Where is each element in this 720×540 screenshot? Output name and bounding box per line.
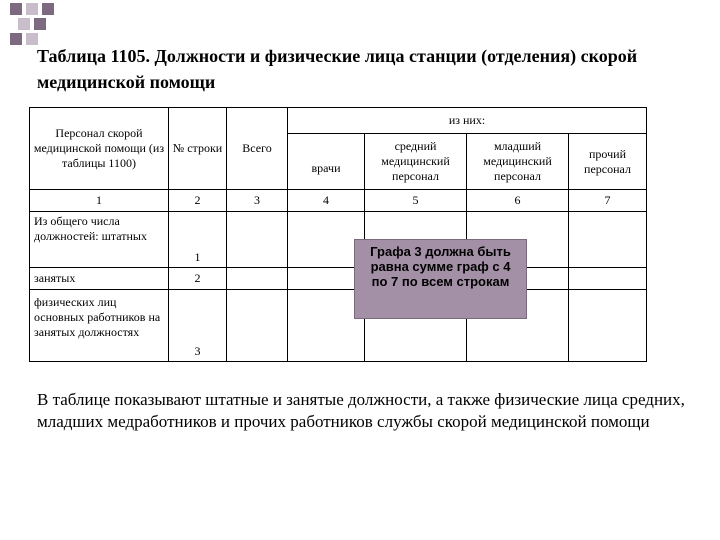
column-number: 3 — [227, 190, 288, 212]
column-number: 7 — [569, 190, 647, 212]
table-row — [30, 268, 647, 290]
decor-square — [10, 33, 22, 45]
header-personnel: Персонал скорой медицинской помощи (из таблицы 1100) — [30, 108, 169, 190]
column-number: 1 — [30, 190, 169, 212]
row-label: Из общего числа должностей: штатных — [30, 212, 169, 268]
table-cell — [288, 268, 365, 290]
table-cell — [227, 268, 288, 290]
decor-square — [34, 18, 46, 30]
header-other-staff: прочий персонал — [569, 134, 647, 190]
row-label: физических лиц основных работников на занятых должностях — [30, 290, 169, 362]
note-box: Графа 3 должна быть равна сумме граф с 4 по 7 по всем строкам — [354, 239, 527, 319]
header-middle-staff: средний медицинский персонал — [365, 134, 467, 190]
caption-text: В таблице показывают штатные и занятые должности, а также физические лица средних, младших медработников и прочих работников службы скорой медицинской помощи — [37, 390, 685, 431]
table-cell — [569, 290, 647, 362]
table-cell — [288, 290, 365, 362]
column-number: 6 — [467, 190, 569, 212]
table-cell — [288, 212, 365, 268]
table-cell — [569, 212, 647, 268]
decor-square — [42, 3, 54, 15]
row-number: 3 — [169, 290, 227, 362]
header-junior-staff: младший медицинский персонал — [467, 134, 569, 190]
corner-decoration — [0, 0, 60, 46]
header-row-number: № строки — [169, 108, 227, 190]
header-of-them: из них: — [288, 108, 647, 134]
positions-table — [29, 107, 647, 362]
column-number: 5 — [365, 190, 467, 212]
header-doctors: врачи — [288, 134, 365, 190]
header-total: Всего — [227, 108, 288, 190]
page-title: Таблица 1105. Должности и физические лица станции (отделения) скорой медицинской помощи — [37, 46, 638, 92]
table-cell — [569, 268, 647, 290]
table-cell — [227, 290, 288, 362]
table-cell — [227, 212, 288, 268]
decor-square — [18, 18, 30, 30]
decor-square — [10, 3, 22, 15]
table-row — [30, 212, 647, 268]
table-row — [30, 290, 647, 362]
row-number: 2 — [169, 268, 227, 290]
row-number: 1 — [169, 212, 227, 268]
column-number: 2 — [169, 190, 227, 212]
row-label: занятых — [30, 268, 169, 290]
column-number: 4 — [288, 190, 365, 212]
decor-square — [26, 3, 38, 15]
